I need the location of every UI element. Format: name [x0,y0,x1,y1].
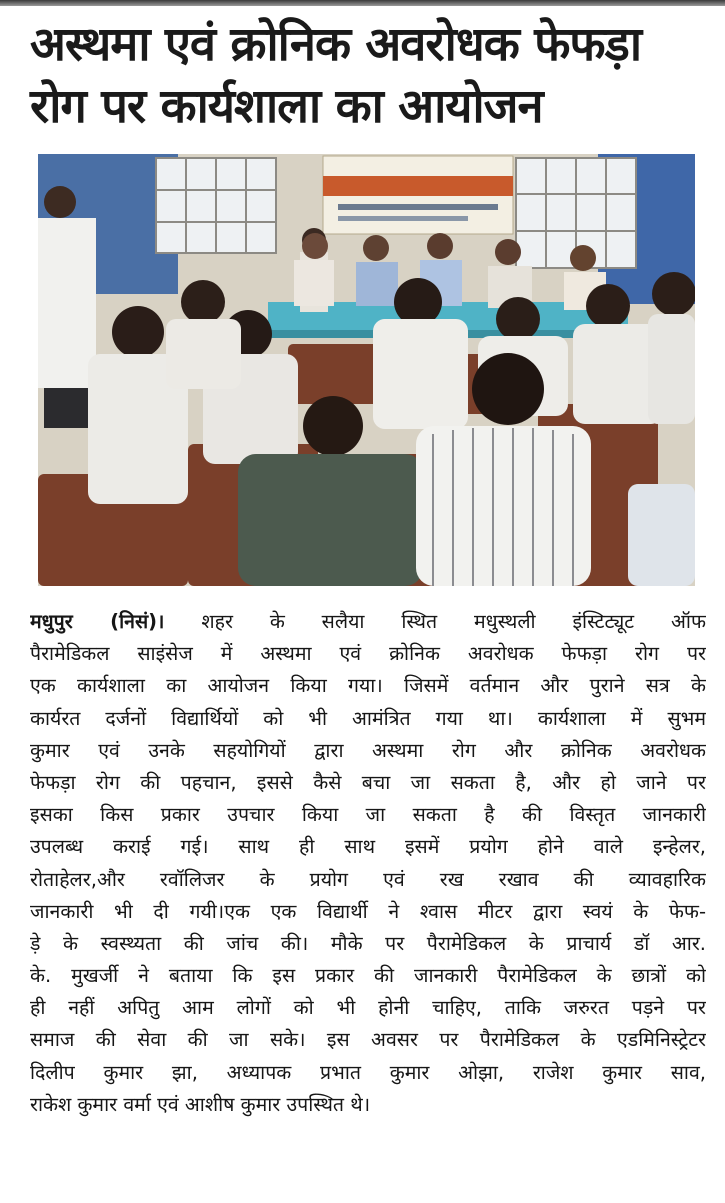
article-line: के. मुखर्जी ने बताया कि इस प्रकार की जानकारी पैरामेडिकल के छात्रों को [30,964,706,988]
article-line: रोताहेलर,और रवॉलिजर के प्रयोग एवं रख रखाव की व्यावहारिक [30,867,706,891]
article-line: कुमार एवं उनके सहयोगियों द्वारा अस्थमा रोग और क्रोनिक अवरोधक [30,738,706,762]
article-line-1 [30,606,706,638]
article-line: समाज की सेवा की जा सके। इस अवसर पर पैरामेडिकल के एडमिनिस्ट्रेटर [30,1028,706,1052]
article-line: दिलीप कुमार झा, अध्यापक प्रभात कुमार ओझा, राजेश कुमार साव, [30,1060,706,1084]
dateline: मधुपुर (निसं)। [30,610,165,633]
news-photo [38,154,695,586]
article-line: कार्यरत दर्जनों विद्यार्थियों को भी आमंत्रित गया था। कार्यशाला में सुभम [30,706,706,730]
article-line: पैरामेडिकल साइंसेज में अस्थमा एवं क्रोनिक अवरोधक फेफड़ा रोग पर [30,642,706,666]
article-line: राकेश कुमार वर्मा एवं आशीष कुमार उपस्थित थे। [30,1092,371,1116]
clipping-edge [0,0,725,6]
headline-line-1: अस्थमा एवं क्रोनिक अवरोधक फेफड़ा [30,17,641,72]
banner [323,156,513,234]
article-line: जानकारी भी दी गयी।एक एक विद्यार्थी ने श्वास मीटर द्वारा स्वयं के फेफ- [30,899,706,923]
standing-person [38,186,96,428]
window-left [156,158,276,253]
article-line: एक कार्यशाला का आयोजन किया गया। जिसमें वर्तमान और पुराने सत्र के [30,674,706,698]
article-line-1-text: शहर के सलैया स्थित मधुस्थली इंस्टिट्यूट ऑफ [201,610,706,633]
article-line: इसका किस प्रकार उपचार किया जा सकता है की विस्तृत जानकारी [30,803,706,827]
article-line: ही नहीं अपितु आम लोगों को भी होनी चाहिए, ताकि जरुरत पड़ने पर [30,996,706,1020]
article-line: फेफड़ा रोग की पहचान, इससे कैसे बचा जा सकता है, और हो जाने पर [30,770,706,794]
headline-line-2: रोग पर कार्यशाला का आयोजन [30,79,543,134]
article-body [30,606,706,1121]
headline [30,14,720,138]
article-line: ड़े के स्वस्थ्यता की जांच की। मौके पर पैरामेडिकल के प्राचार्य डॉ आर. [30,931,706,955]
article-line: उपलब्ध कराई गई। साथ ही साथ इसमें प्रयोग होने वाले इन्हेलर, [30,835,706,859]
